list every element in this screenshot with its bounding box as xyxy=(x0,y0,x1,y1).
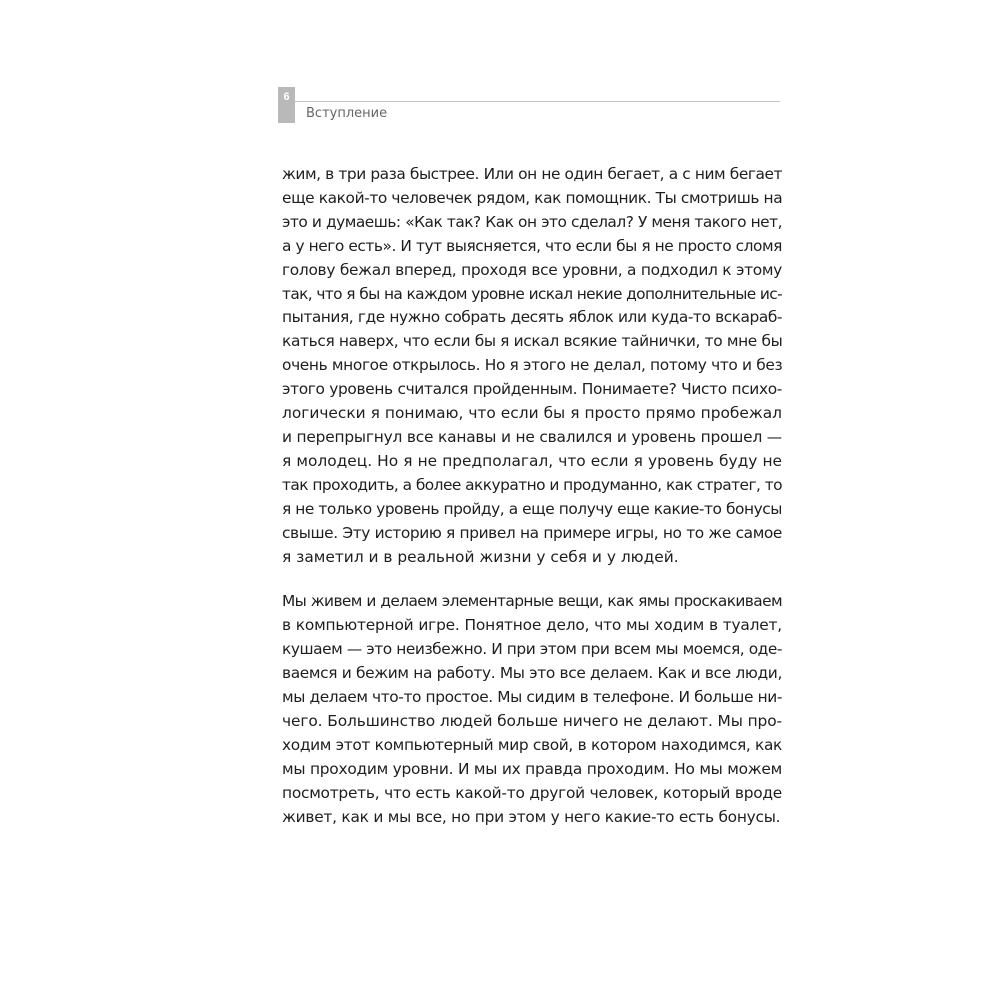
text-line: я не только уровень пройду, а еще получу еще какие-то бонусы xyxy=(282,499,782,518)
text-line: так проходить, а более аккуратно и продуманно, как стратег, то xyxy=(282,475,782,494)
text-line-last: живет, как и мы все, но при этом у него какие-то есть бонусы. xyxy=(282,807,781,826)
paragraph-2 xyxy=(282,590,782,829)
text-line: в компьютерной игре. Понятное дело, что мы ходим в туалет, xyxy=(282,616,782,635)
text-line: это и думаешь: «Как так? Как он это сделал? У меня такого нет, xyxy=(282,212,782,231)
text-line: логически я понимаю, что если бы я просто прямо пробежал xyxy=(282,404,782,423)
running-header xyxy=(278,87,780,123)
text-line: чего. Большинство людей больше ничего не делают. Мы про- xyxy=(282,711,782,730)
text-line: мы проходим уровни. И мы их правда проходим. Но мы можем xyxy=(282,759,782,778)
text-line: а у него есть». И тут выясняется, что если бы я не просто сломя xyxy=(282,236,782,255)
page-number: 6 xyxy=(283,91,290,103)
paragraph-1 xyxy=(282,163,782,569)
text-line: и перепрыгнул все канавы и не свалился и уровень прошел — xyxy=(282,427,782,446)
text-line: я молодец. Но я не предполагал, что если я уровень буду не xyxy=(282,451,782,470)
text-line: очень многое открылось. Но я этого не делал, потому что и без xyxy=(282,356,783,375)
section-title: Вступление xyxy=(306,106,388,121)
page-number-box xyxy=(278,87,295,123)
text-line: голову бежал вперед, проходя все уровни, а подходил к этому xyxy=(282,260,782,279)
text-line: мы делаем что-то простое. Мы сидим в телефоне. И больше ни- xyxy=(282,688,782,707)
text-line: свыше. Эту историю я привел на примере игры, но то же самое xyxy=(282,523,782,542)
text-line: так, что я бы на каждом уровне искал некие дополнительные ис- xyxy=(282,284,782,303)
text-line: этого уровень считался пройденным. Понимаете? Чисто психо- xyxy=(282,380,782,399)
text-line: кушаем — это неизбежно. И при этом при всем мы моемся, оде- xyxy=(282,640,782,659)
text-line: ваемся и бежим на работу. Мы это все делаем. Как и все люди, xyxy=(282,664,782,683)
body-text xyxy=(282,163,782,829)
text-line: посмотреть, что есть какой-то другой человек, который вроде xyxy=(282,783,782,802)
header-rule xyxy=(295,101,780,102)
text-line-last: я заметил и в реальной жизни у себя и у людей. xyxy=(282,547,679,566)
text-line: Мы живем и делаем элементарные вещи, как ямы проскакиваем xyxy=(282,592,782,611)
text-line: пытания, где нужно собрать десять яблок или куда-то вскараб- xyxy=(282,308,782,327)
text-line: жим, в три раза быстрее. Или он не один бегает, а с ним бегает xyxy=(282,165,782,183)
text-line: еще какой-то человечек рядом, как помощник. Ты смотришь на xyxy=(282,188,783,207)
text-line: ходим этот компьютерный мир свой, в котором находимся, как xyxy=(282,735,782,754)
text-line: каться наверх, что если бы я искал всякие тайнички, то мне бы xyxy=(282,332,783,351)
